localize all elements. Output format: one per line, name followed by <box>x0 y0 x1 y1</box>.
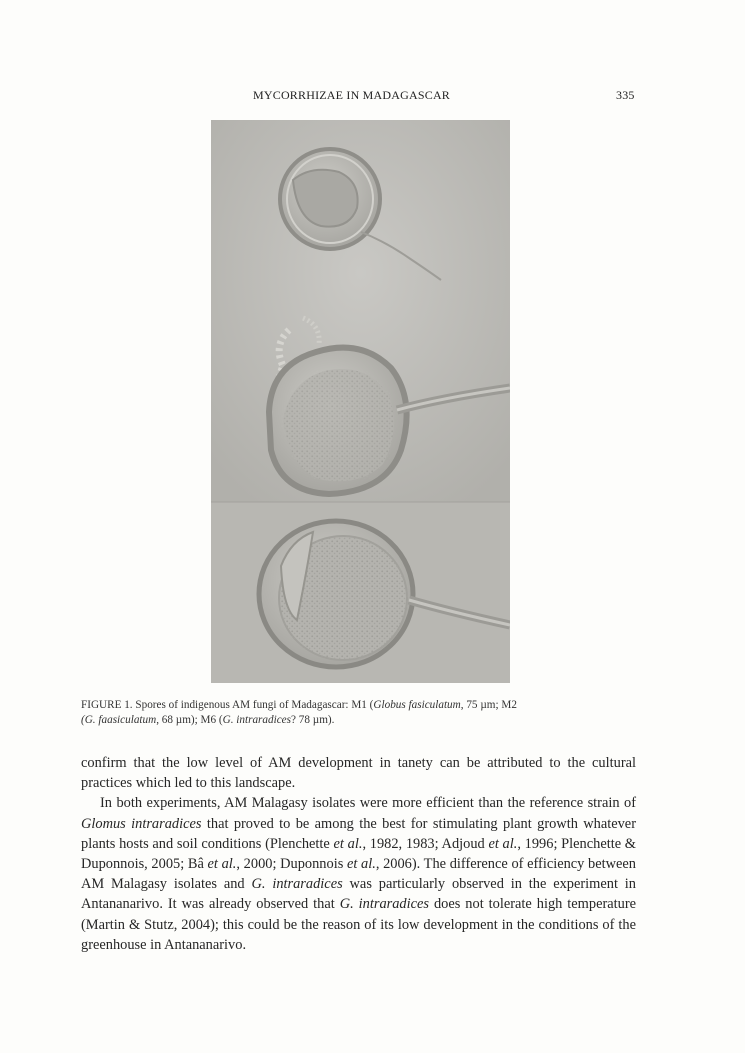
running-title: MYCORRHIZAE IN MADAGASCAR <box>253 88 451 102</box>
caption-prefix: FIGURE 1. Spores of indigenous AM fungi of Madagascar: M1 ( <box>81 699 374 711</box>
para2-etal-2: et al. <box>488 835 518 852</box>
para2-etal-3: et al. <box>207 856 237 873</box>
caption-m6-species: G. intraradices <box>222 714 291 726</box>
caption-m1-species: Globus fasiculatum <box>373 699 461 711</box>
para2-species-2: G. intraradices <box>251 876 343 893</box>
caption-m1-size: , 75 µm; M2 <box>460 699 517 711</box>
para2-etal-4: et al. <box>346 856 376 873</box>
spores-micrograph <box>211 120 510 683</box>
para2-species-3: G. intraradices <box>339 896 430 913</box>
body-text <box>81 753 636 955</box>
paragraph-2 <box>81 793 636 955</box>
para2-text-1: In both experiments, AM Malagasy isolates were more efficient than the reference strain of <box>100 795 636 812</box>
para2-text-6: , 2006). The difference of efficiency between AM Malagasy isolates and <box>81 856 636 893</box>
para2-species-1: Glomus intraradices <box>81 815 202 832</box>
caption-m6-size: ? 78 µm). <box>291 714 335 726</box>
caption-m2-size: , 68 µm); M6 ( <box>156 714 223 726</box>
para2-text-5: , 2000; Duponnois <box>236 856 347 873</box>
para2-text-2: that proved to be among the best for stimulating plant growth whatever plants hosts and soil conditions (Plenchette <box>81 815 636 852</box>
para2-text-3: , 1982, 1983; Adjoud <box>362 835 489 852</box>
figure-spores-photo <box>211 120 510 683</box>
para2-text-7: was particularly observed in the experiment in Antananarivo. It was already observed that <box>81 876 636 913</box>
caption-m2-species: (G. faasiculatum <box>81 714 157 726</box>
paragraph-1: confirm that the low level of AM development in tanety can be attributed to the cultural practices which led to this landscape. <box>81 755 636 792</box>
para2-text-4: , 1996; Plenchette & Duponnois, 2005; Bâ <box>81 835 637 873</box>
running-header <box>0 88 745 106</box>
para2-text-8: does not tolerate high temperature (Martin & Stutz, 2004); this could be the reason of its low development in the conditions of the greenhouse in Antananarivo. <box>81 896 637 953</box>
figure-caption <box>81 698 636 728</box>
page-number: 335 <box>616 88 635 102</box>
para2-etal-1: et al. <box>333 835 363 852</box>
